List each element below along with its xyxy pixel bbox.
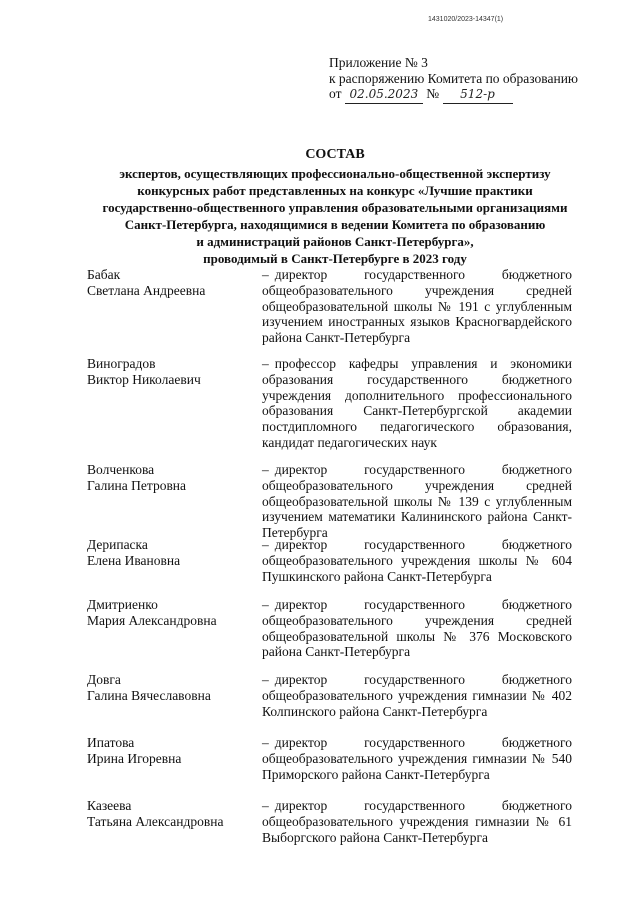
dash: – [262, 798, 269, 813]
expert-name [87, 462, 257, 494]
expert-description [262, 798, 572, 845]
title-line: конкурсных работ представленных на конкурс «Лучшие практики [137, 183, 533, 198]
expert-description [262, 267, 572, 346]
appendix-order-reference: к распоряжению Комитета по образованию [329, 70, 579, 86]
handwritten-date: 02.05.2023 [345, 87, 423, 104]
expert-given-name: Галина Вячеславовна [87, 687, 211, 703]
expert-given-name: Галина Петровна [87, 477, 187, 493]
expert-surname: Волченкова [87, 462, 155, 477]
document-id: 1431020/2023-14347(1) [428, 16, 504, 23]
number-prefix: № [426, 86, 440, 101]
title-line: государственно-общественного управления образовательными организациями [102, 200, 568, 215]
expert-name [87, 798, 257, 830]
appendix-header [329, 55, 629, 104]
expert-name [87, 672, 257, 704]
expert-given-name: Мария Александровна [87, 612, 217, 628]
expert-given-name: Виктор Николаевич [87, 371, 201, 387]
expert-position: директор государственного бюджетного общеобразовательного учреждения средней общеобразовательной школы № 191 с углубленным изучением иностранных языков Красногвардейского района Санкт-Петербурга [262, 267, 572, 346]
appendix-date-line [329, 86, 629, 104]
dash: – [262, 267, 269, 282]
title-line: экспертов, осуществляющих профессионально-общественной экспертизу [119, 166, 551, 181]
expert-position: директор государственного бюджетного общеобразовательного учреждения гимназии № 61 Выборгского района Санкт-Петербурга [262, 798, 572, 845]
expert-surname: Казеева [87, 798, 132, 813]
expert-position: директор государственного бюджетного общеобразовательного учреждения гимназии № 540 Приморского района Санкт-Петербурга [262, 735, 572, 782]
expert-description [262, 672, 572, 719]
expert-position: директор государственного бюджетного общеобразовательного учреждения гимназии № 402 Колпинского района Санкт-Петербурга [262, 672, 572, 719]
expert-given-name: Светлана Андреевна [87, 282, 206, 298]
dash: – [262, 672, 269, 687]
title-line: Санкт-Петербурга, находящимися в ведении Комитета по образованию [124, 217, 546, 232]
expert-position: профессор кафедры управления и экономики образования государственного бюджетного учреждения дополнительного профессионального образования Санкт-Петербургской академии постдипломного педагогического образования, кандидат педагогических наук [262, 356, 572, 450]
expert-description [262, 462, 572, 541]
expert-surname: Дмитриенко [87, 597, 158, 612]
expert-surname: Бабак [87, 267, 121, 282]
expert-name [87, 735, 257, 767]
expert-given-name: Ирина Игоревна [87, 750, 182, 766]
expert-description [262, 356, 572, 451]
expert-name [87, 356, 257, 388]
document-title [70, 146, 600, 267]
handwritten-order-number: 512-р [443, 87, 513, 104]
expert-surname: Виноградов [87, 356, 156, 371]
expert-description [262, 735, 572, 782]
expert-name [87, 597, 257, 629]
dash: – [262, 735, 269, 750]
expert-surname: Ипатова [87, 735, 135, 750]
title-line: проводимый в Санкт-Петербурге в 2023 году [203, 251, 467, 266]
expert-given-name: Елена Ивановна [87, 552, 181, 568]
dash: – [262, 537, 269, 552]
dash: – [262, 356, 269, 371]
date-prefix: от [329, 86, 342, 101]
dash: – [262, 462, 269, 477]
title-heading: СОСТАВ [305, 147, 365, 162]
appendix-title: Приложение № 3 [329, 55, 428, 70]
expert-given-name: Татьяна Александровна [87, 813, 224, 829]
expert-description [262, 537, 572, 584]
title-line: и администраций районов Санкт-Петербурга», [196, 234, 474, 249]
expert-position: директор государственного бюджетного общеобразовательного учреждения средней общеобразовательной школы № 139 с углубленным изучением математики Калининского района Санкт-Петербурга [262, 462, 572, 541]
expert-name [87, 267, 257, 299]
expert-name [87, 537, 257, 569]
expert-surname: Дерипаска [87, 537, 148, 552]
expert-description [262, 597, 572, 660]
dash: – [262, 597, 269, 612]
expert-position: директор государственного бюджетного общеобразовательного учреждения школы № 604 Пушкинского района Санкт-Петербурга [262, 537, 572, 584]
expert-surname: Довга [87, 672, 121, 687]
expert-position: директор государственного бюджетного общеобразовательного учреждения средней общеобразовательной школы № 376 Московского района Санкт-Петербурга [262, 597, 572, 660]
